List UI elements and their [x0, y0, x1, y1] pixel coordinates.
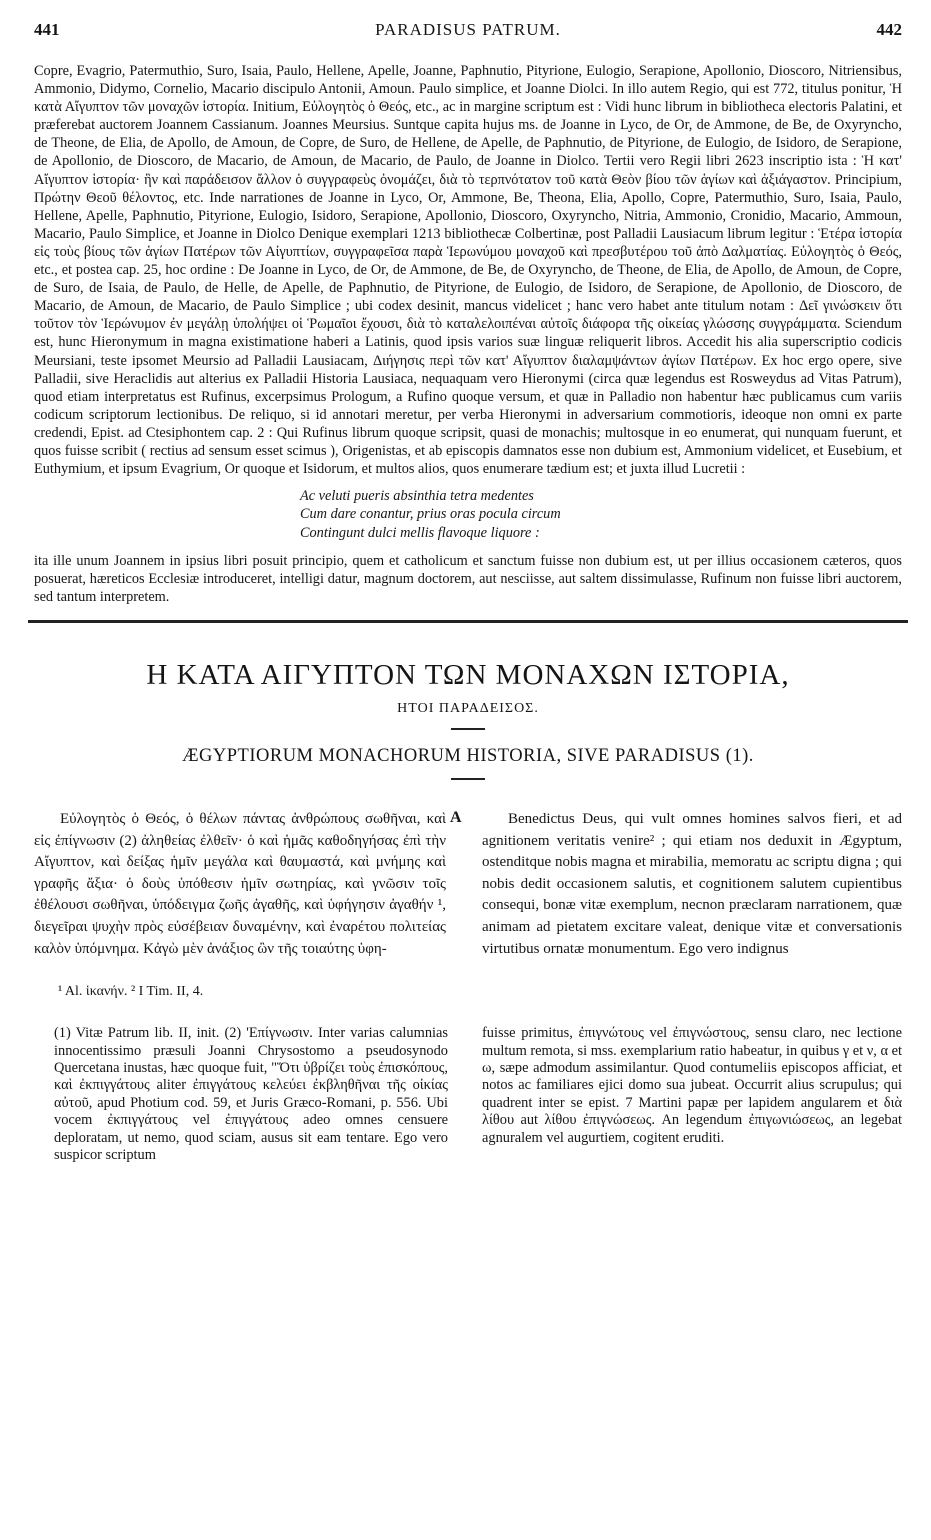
latin-column	[482, 809, 902, 960]
footnotes-right	[482, 1025, 902, 1164]
latin-title: ÆGYPTIORUM MONACHORUM HISTORIA, SIVE PARADISUS (1).	[182, 746, 754, 767]
introductory-note	[34, 62, 902, 606]
greek-title: Η ΚΑΤΑ ΑΙΓΥΠΤΟΝ ΤΩΝ ΜΟΝΑΧΩΝ ΙΣΤΟΡΙΑ,	[146, 659, 790, 692]
verse-line: Ac veluti pueris absinthia tetra medentes	[300, 488, 534, 505]
footnote-text: fuisse primitus, ἐπιγνώτους vel ἐπιγνώστους, sensu claro, nec lectione multum remota, si mss. exemplarium ratio habeatur, in quibus γ et ν, α et ω, sæpe admodum assimilantur. Quod contumeliis episcopos afficiat, et notos ac familiares ejici domo sua jubeat. Occurrit alius scrupulus; qui quadrent inter se epist. 7 Martini papæ per lapidem angularem et διὰ λίθου aut λίθου ἐπιγνώσεως. An legendum ἐπιγωνιώσεως, an legebat agnuralem vel augurtiem, cogitent eruditi.	[482, 1025, 902, 1146]
footnote-text: (1) Vitæ Patrum lib. II, init. (2) 'Επίγνωσιν. Inter varias calumnias innocentissimo præsuli Joanni Chrysostomo a pseudosynodo Quercetana inustas, hæc quoque fuit, "Ὅτι ὑβρίζει τοὺς ἐπισκόπους, καὶ ἐκπιγγάτους aliter ἐπιγγάτους κελεύει ἐκβληθῆναι τῆς οἰκίας αὐτοῦ, apud Photium cod. 59, et Juris Græco-Romani, p. 556. Ubi vocem ἐκπιγγάτους vel ἐπιγγάτους adeo omnes censuere deploratam, ut nemo, quod sciam, ausus sit eam tentare. Ego vero suspicor scriptum	[54, 1025, 448, 1164]
intro-paragraph: Copre, Evagrio, Patermuthio, Suro, Isaia, Paulo, Hellene, Apelle, Joanne, Paphnutio, Pityrione, Eulogio, Serapione, Apollonio, Dioscoro, Nitriensibus, Ammonio, Didymo, Cornelio, Macario discipulo Antonii, Amoun. Paulo simplice, et Joanne Diolci. In illo autem Regio, qui est 772, titulus ponitur, Ἡ κατὰ Αἴγυπτον τῶν μοναχῶν ἱστορία. Initium, Εὐλογητὸς ὁ Θεός, etc., ac in margine scriptum est : Vidi hunc librum in bibliotheca electoris Palatini, et præferebat auctorem Joannem Cassianum. Joannes Meursius. Suntque capita hujus ms. de Joanne in Lyco, de Or, de Ammone, de Be, de Oxyryncho, de Theone, de Elia, de Apollo, de Amoun, de Copre, de Suro, de Hellene, de Apelle, de Paphnutio, de Pityrione, de Eulogio, de Isidoro, de Serapione, de Apollonio, de Dioscoro, de Macario, de Amoun, de Macario, de Paulo, de Joanne in Diolco. Tertii vero Regii libri 2623 inscriptio ista : Ἡ κατ' Αἴγυπτον ἱστορία· ἣν καὶ παράδεισον ἄλλον ὁ συγγραφεὺς ὀνομάζει, διὰ τὸ τερπνότατον τοῦ κατὰ Θεὸν βίου τῶν ἁγίων καὶ ἀξιάγαστον. Principium, Πρώτην Θεοῦ θέλοντος, etc. Inde narrationes de Joanne in Lyco, Or, Ammone, Be, Theona, Elia, Apollo, Copre, Patermuthio, Suro, Isaia, Paulo, Hellene, Apelle, Paphnutio, Pityrione, Eulogio, Isidoro, Serapione, Apollonio, Dioscoro, Oxyryncho, Nitria, Ammonio, Cronidio, Macario, Ammoun, Macario, Paulo Simplice, et Joanne in Diolco Denique exemplari 1213 bibliothecæ Colbertinæ, post Palladii Lausiacum librum legitur : Ἑτέρα ἱστορία εἰς τοὺς βίους τῶν ἁγίων Πατέρων τῶν Αἰγυπτίων, συγγραφεῖσα παρὰ Ἱερωνύμου μοναχοῦ καὶ πρεσβυτέρου τοῦ ἀπὸ Δαλματίας. Εὐλογητὸς ὁ Θεός, etc., et postea cap. 25, hoc ordine : De Joanne in Lyco, de Or, de Ammone, de Be, de Oxyryncho, de Theone, de Elia, de Apollo, de Amoun, de Copre, de Suro, de Isaia, de Paulo, de Helle, de Apelle, de Paphnutio, de Pityrione, de Eulogio, de Isidoro, de Serapione, de Apollonio, de Dioscoro, de Macario, de Amoun, de Macario, de Paulo Simplice ; ubi codex desinit, mancus videlicet ; hanc vero habet ante titulum notam : Δεῖ γινώσκειν ὅτι τοῦτον τὸν Ἱερώνυμον ἐν μεγάλῃ ὑπολήψει οἱ Ῥωμαῖοι ἔχουσι, διὰ τὸ καταλελοιπέναι αὐτοῖς διάφορα τῆς οἰκείας γλώσσης συγγράμματα. Sciendum est, hunc Hieronymum in magna existimatione haberi a Latinis, quod ipsis varios suæ linguæ reliquerit libros. Accedit his alia superscriptio codicis Meursiani, teste ipsomet Meursio ad Palladii Lausiacam, Διήγησις περὶ τῶν κατ' Αἴγυπτον διαλαμψάντων ἁγίων Πατέρων. Ex hoc ergo opere, sive Palladii, sive Heraclidis aut alterius ex Palladii Historia Lausiaca, nequaquam vero Hieronymi (circa quæ legendus est Rosweydus ad Vitas Patrum), quod etiam interpretatus est Rufinus, excerpsimus Prologum, a Rufino quoque versum, et quæ in Palladio non habentur hæc publicamus cum variis codicum scriptorum lectionibus. De reliquo, si id annotari meretur, per verba Hieronymi in adversarium commotioris, ideoque non omni ex parte credendi, Epist. ad Ctesiphontem cap. 2 : Qui Rufinus librum quoque scripsit, quasi de monachis; multosque in eo enumerat, qui nunquam fuerunt, et quos fuisse scribit ( rectius ad sensum esset scimus ), Origenistas, et ab episcopis damnatos esse non dubium est, Ammonium videlicet, et Eusebium, et Euthymium, et ipsum Evagrium, Or quoque et Isidorum, et multos alios, quos enumerare tædium est; et juxta illud Lucretii :	[34, 63, 902, 478]
page-number-left: 441	[34, 20, 60, 39]
greek-subtitle: ΗΤΟΙ ΠΑΡΑΔΕΙΣΟΣ.	[397, 701, 539, 717]
running-title: PARADISUS PATRUM.	[375, 20, 561, 39]
intro-closing-paragraph: ita ille unum Joannem in ipsius libri posuit principio, quem et catholicum et sanctum fuisse non dubium est, ut per illius occasionem cæteros, quos posuerat, hæreticos Ecclesiæ introduceret, intelligi datur, magnum doctorem, aut nesciisse, aut saltem dissimulasse, Rufinum non fuisse libri auctorem, sed tantum interpretem.	[34, 552, 902, 605]
footnotes	[34, 1025, 902, 1164]
greek-paragraph: Εὐλογητὸς ὁ Θεός, ὁ θέλων πάντας ἀνθρώπους σωθῆναι, καὶ εἰς ἐπίγνωσιν (2) ἀληθείας ἐλθεῖν· ὁ καὶ ἡμᾶς καθοδηγήσας ἐπὶ τὴν Αἴγυπτον, καὶ δείξας ἡμῖν μεγάλα καὶ θαυμαστά, καὶ μνήμης καὶ γραφῆς ἄξια· ὁ δοὺς ὑπόθεσιν ἡμῖν σωτηρίας, καὶ γνῶσιν τοῖς ἐθέλουσι σωθῆναι, ὑπόδειγμα ζωῆς ἀγαθῆς, καὶ ὑφήγησιν ἀγαθήν ¹, διεγεῖραι ψυχὴν πρὸς εὐσέβειαν δυναμένην, καὶ ἐναρέτου πολιτείας καλὸν ὑπόμνημα. Κἀγὼ μὲν ἀνάξιος ὢν τῆς τοιαύτης ὑφη-	[34, 811, 446, 957]
margin-letter: A	[450, 809, 462, 827]
title-block	[34, 659, 902, 780]
short-rule	[451, 778, 485, 780]
book-page	[34, 0, 902, 1164]
verse-line: Cum dare conantur, prius oras pocula circum	[300, 506, 561, 523]
section-divider	[28, 620, 908, 623]
greek-column	[34, 809, 446, 960]
column-marker	[446, 809, 482, 960]
short-rule	[451, 728, 485, 730]
footnotes-left	[34, 1025, 458, 1164]
page-number-right: 442	[876, 20, 902, 39]
latin-paragraph: Benedictus Deus, qui vult omnes homines salvos fieri, et ad agnitionem veritatis venire² ; qui etiam nos deduxit in Ægyptum, ostenditque nobis magna et mirabilia, memoratu ac scriptu digna ; qui nobis dedit occasionem salutis, et cognitionem salutem cupientibus consequi, bonæ vitæ exemplum, necnon præclaram narrationem, quæ animam ad pietatem excitare valeat, denique vitæ et conversationis virtutibus ornatæ monumentum. Ego vero indignus	[482, 811, 902, 957]
verse-line: Contingunt dulci mellis flavoque liquore :	[300, 524, 540, 541]
running-header	[34, 0, 902, 42]
lucretius-verse	[300, 487, 902, 542]
textual-variants: ¹ Al. ἱκανήν. ² I Tim. II, 4.	[58, 984, 204, 1000]
parallel-text	[34, 809, 902, 960]
